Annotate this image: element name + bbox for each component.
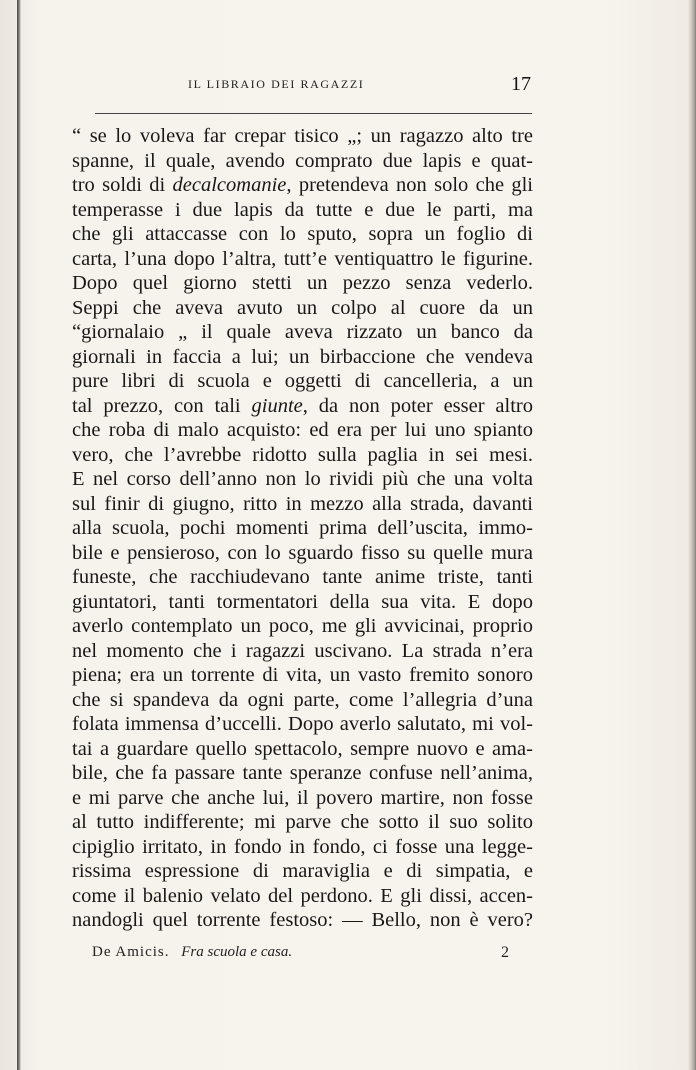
- text-line: funeste, che racchiudevano tante anime triste, tanti: [72, 566, 533, 588]
- text-line: “giornalaio „ il quale aveva rizzato un banco da: [72, 321, 533, 343]
- text-line: rissima espressione di maraviglia e di simpatia, e: [72, 860, 533, 882]
- page-footer: [92, 944, 512, 961]
- footer-book-title: Fra scuola e casa.: [181, 944, 293, 960]
- text-line: che si spandeva da ogni parte, come l’allegria d’una: [72, 688, 533, 711]
- text-line: carta, l’una dopo l’altra, tutt’e ventiquattro le figurine.: [72, 247, 533, 270]
- text-line: spanne, il quale, avendo comprato due lapis e quat-: [72, 149, 533, 172]
- text-line: Dopo quel giorno stetti un pezzo senza vederlo.: [72, 272, 533, 294]
- text-line: tal prezzo, con tali giunte, da non poter esser altro: [72, 394, 533, 417]
- running-title: IL LIBRAIO DEI RAGAZZI: [188, 77, 365, 91]
- text-line: tro soldi di decalcomanie, pretendeva non solo che gli: [72, 174, 533, 196]
- text-line: tai a guardare quello spettacolo, sempre nuovo e ama-: [72, 737, 533, 760]
- text-line: bile, che fa passare tante speranze confuse nell’anima,: [72, 762, 533, 784]
- text-line: averlo contemplato un poco, me gli avvicinai, proprio: [72, 615, 533, 637]
- binding-edge: [17, 0, 21, 1070]
- header-rule: [95, 113, 532, 114]
- text-line: che roba di malo acquisto: ed era per lui uno spianto: [72, 419, 533, 441]
- text-line: come il balenio velato del perdono. E gli dissi, accen-: [72, 884, 533, 907]
- text-line: cipiglio irritato, in fondo in fondo, ci fosse una legge-: [72, 835, 533, 858]
- text-line: bile e pensieroso, con lo sguardo fisso su quelle mura: [72, 541, 533, 564]
- text-line: nel momento che i ragazzi uscivano. La strada n’era: [72, 639, 533, 662]
- text-line: “ se lo voleva far crepar tisico „; un ragazzo alto tre: [72, 125, 533, 147]
- text-line: al tutto indifferente; mi parve che sotto il suo solito: [72, 811, 533, 833]
- text-line: folata immensa d’uccelli. Dopo averlo salutato, mi vol-: [72, 713, 533, 735]
- text-line: sul finir di giugno, ritto in mezzo alla strada, davanti: [72, 492, 533, 515]
- text-line: E nel corso dell’anno non lo rividi più che una volta: [72, 468, 533, 490]
- page-number: 17: [511, 73, 531, 95]
- text-line: temperasse i due lapis da tutte e due le parti, ma: [72, 198, 533, 221]
- body-text: [72, 124, 533, 933]
- text-line: alla scuola, pochi momenti prima dell’uscita, immo-: [72, 517, 533, 539]
- text-line: vero, che l’avrebbe ridotto sulla paglia in sei mesi.: [72, 443, 533, 466]
- footer-author: De Amicis.: [92, 944, 170, 960]
- text-line: piena; era un torrente di vita, un vasto fremito sonoro: [72, 664, 533, 686]
- signature-mark: 2: [501, 944, 509, 961]
- italic-word: giunte: [251, 394, 303, 417]
- text-line: nandogli quel torrente festoso: — Bello, non è vero?: [72, 909, 533, 931]
- text-line: giuntatori, tanti tormentatori della sua vita. E dopo: [72, 590, 533, 613]
- text-line: e mi parve che anche lui, il povero martire, non fosse: [72, 786, 533, 809]
- italic-word: decalcomanie: [172, 174, 287, 196]
- text-line: pure libri di scuola e oggetti di cancelleria, a un: [72, 370, 533, 392]
- text-line: che gli attaccasse con lo sputo, sopra un foglio di: [72, 223, 533, 245]
- page-edge-shadow: [688, 0, 696, 1070]
- text-line: Seppi che aveva avuto un colpo al cuore da un: [72, 296, 533, 319]
- text-line: giornali in faccia a lui; un birbaccione che vendeva: [72, 345, 533, 368]
